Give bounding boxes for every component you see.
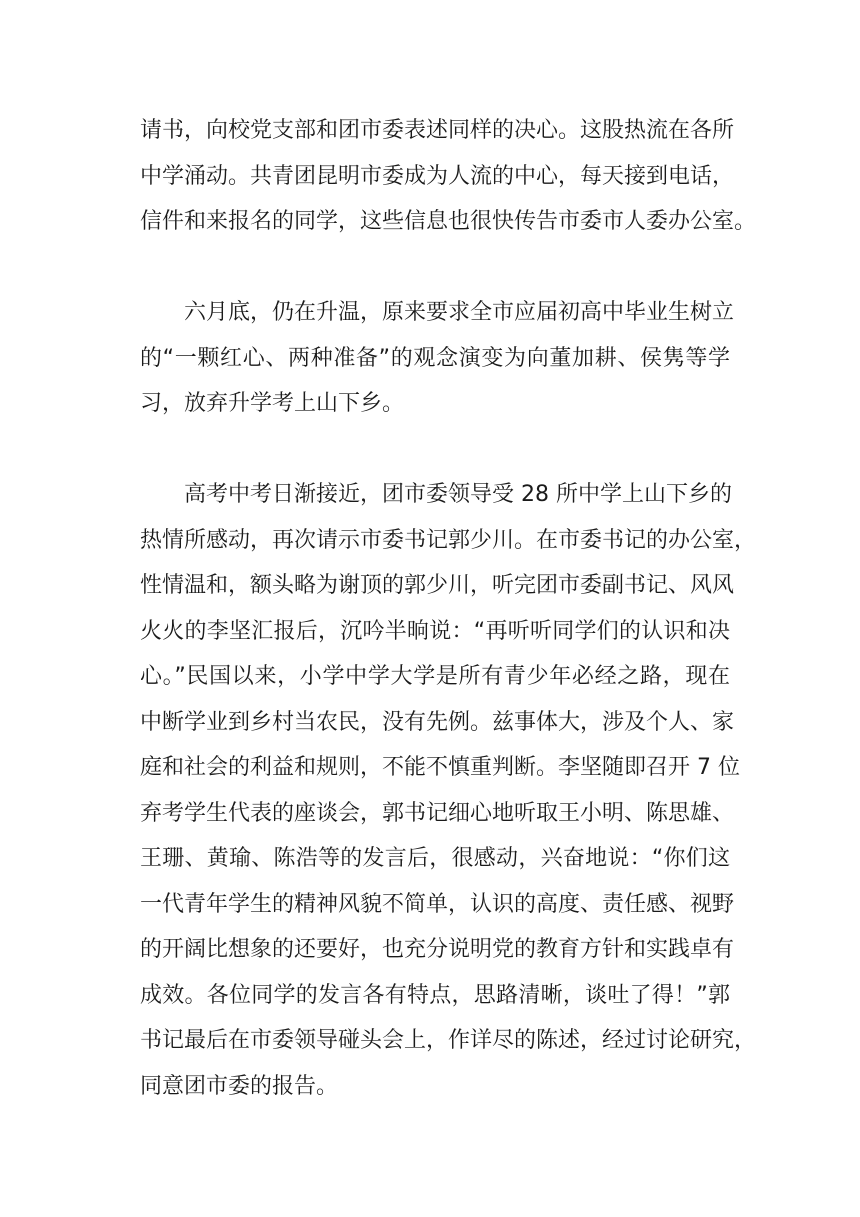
text-line: 心。”民国以来，小学中学大学是所有青少年必经之路，现在 — [140, 664, 730, 689]
text-line: 火火的李坚汇报后，沉吟半晌说：“再听听同学们的认识和决 — [140, 618, 730, 644]
text-line: 弃考学生代表的座谈会，郭书记细心地听取王小明、陈思雄、 — [140, 800, 735, 826]
text-line: 中断学业到乡村当农民，没有先例。兹事体大，涉及个人、家 — [140, 709, 735, 735]
text-line: 成效。各位同学的发言各有特点，思路清晰，谈吐了得！”郭 — [140, 982, 730, 1008]
text-line: 高考中考日渐接近，团市委领导受 28 所中学上山下乡的 — [184, 482, 732, 507]
text-line: 书记最后在市委领导碰头会上，作详尽的陈述，经过讨论研究， — [140, 1028, 757, 1053]
paragraph-spacer — [140, 245, 730, 291]
document-body — [140, 108, 757, 1109]
paragraph-2 — [140, 290, 735, 427]
text-line: 同意团市委的报告。 — [140, 1073, 339, 1099]
paragraph-1 — [140, 108, 757, 245]
text-line: 性情温和，额头略为谢顶的郭少川，听完团市委副书记、风风 — [140, 573, 735, 598]
text-line: 一代青年学生的精神风貌不简单，认识的高度、责任感、视野 — [140, 891, 735, 917]
text-line: 王珊、黄瑜、陈浩等的发言后，很感动，兴奋地说：“你们这 — [140, 846, 730, 871]
text-line: 热情所感动，再次请示市委书记郭少川。在市委书记的办公室， — [140, 527, 757, 553]
text-line: 的开阔比想象的还要好，也充分说明党的教育方针和实践卓有 — [140, 937, 735, 962]
text-line: 庭和社会的利益和规则，不能不慎重判断。李坚随即召开 7 位 — [140, 755, 740, 780]
text-line: 中学涌动。共青团昆明市委成为人流的中心，每天接到电话， — [140, 163, 735, 189]
text-line: 信件和来报名的同学，这些信息也很快传告市委市人委办公室。 — [140, 209, 757, 234]
paragraph-spacer — [140, 427, 730, 473]
paragraph-3 — [140, 472, 757, 1109]
text-line: 习，放弃升学考上山下乡。 — [140, 391, 405, 416]
text-line: 请书，向校党支部和团市委表述同样的决心。这股热流在各所 — [140, 118, 735, 143]
text-line: 的“一颗红心、两种准备”的观念演变为向董加耕、侯隽等学 — [140, 345, 730, 371]
text-line: 六月底，仍在升温，原来要求全市应届初高中毕业生树立 — [184, 300, 735, 325]
